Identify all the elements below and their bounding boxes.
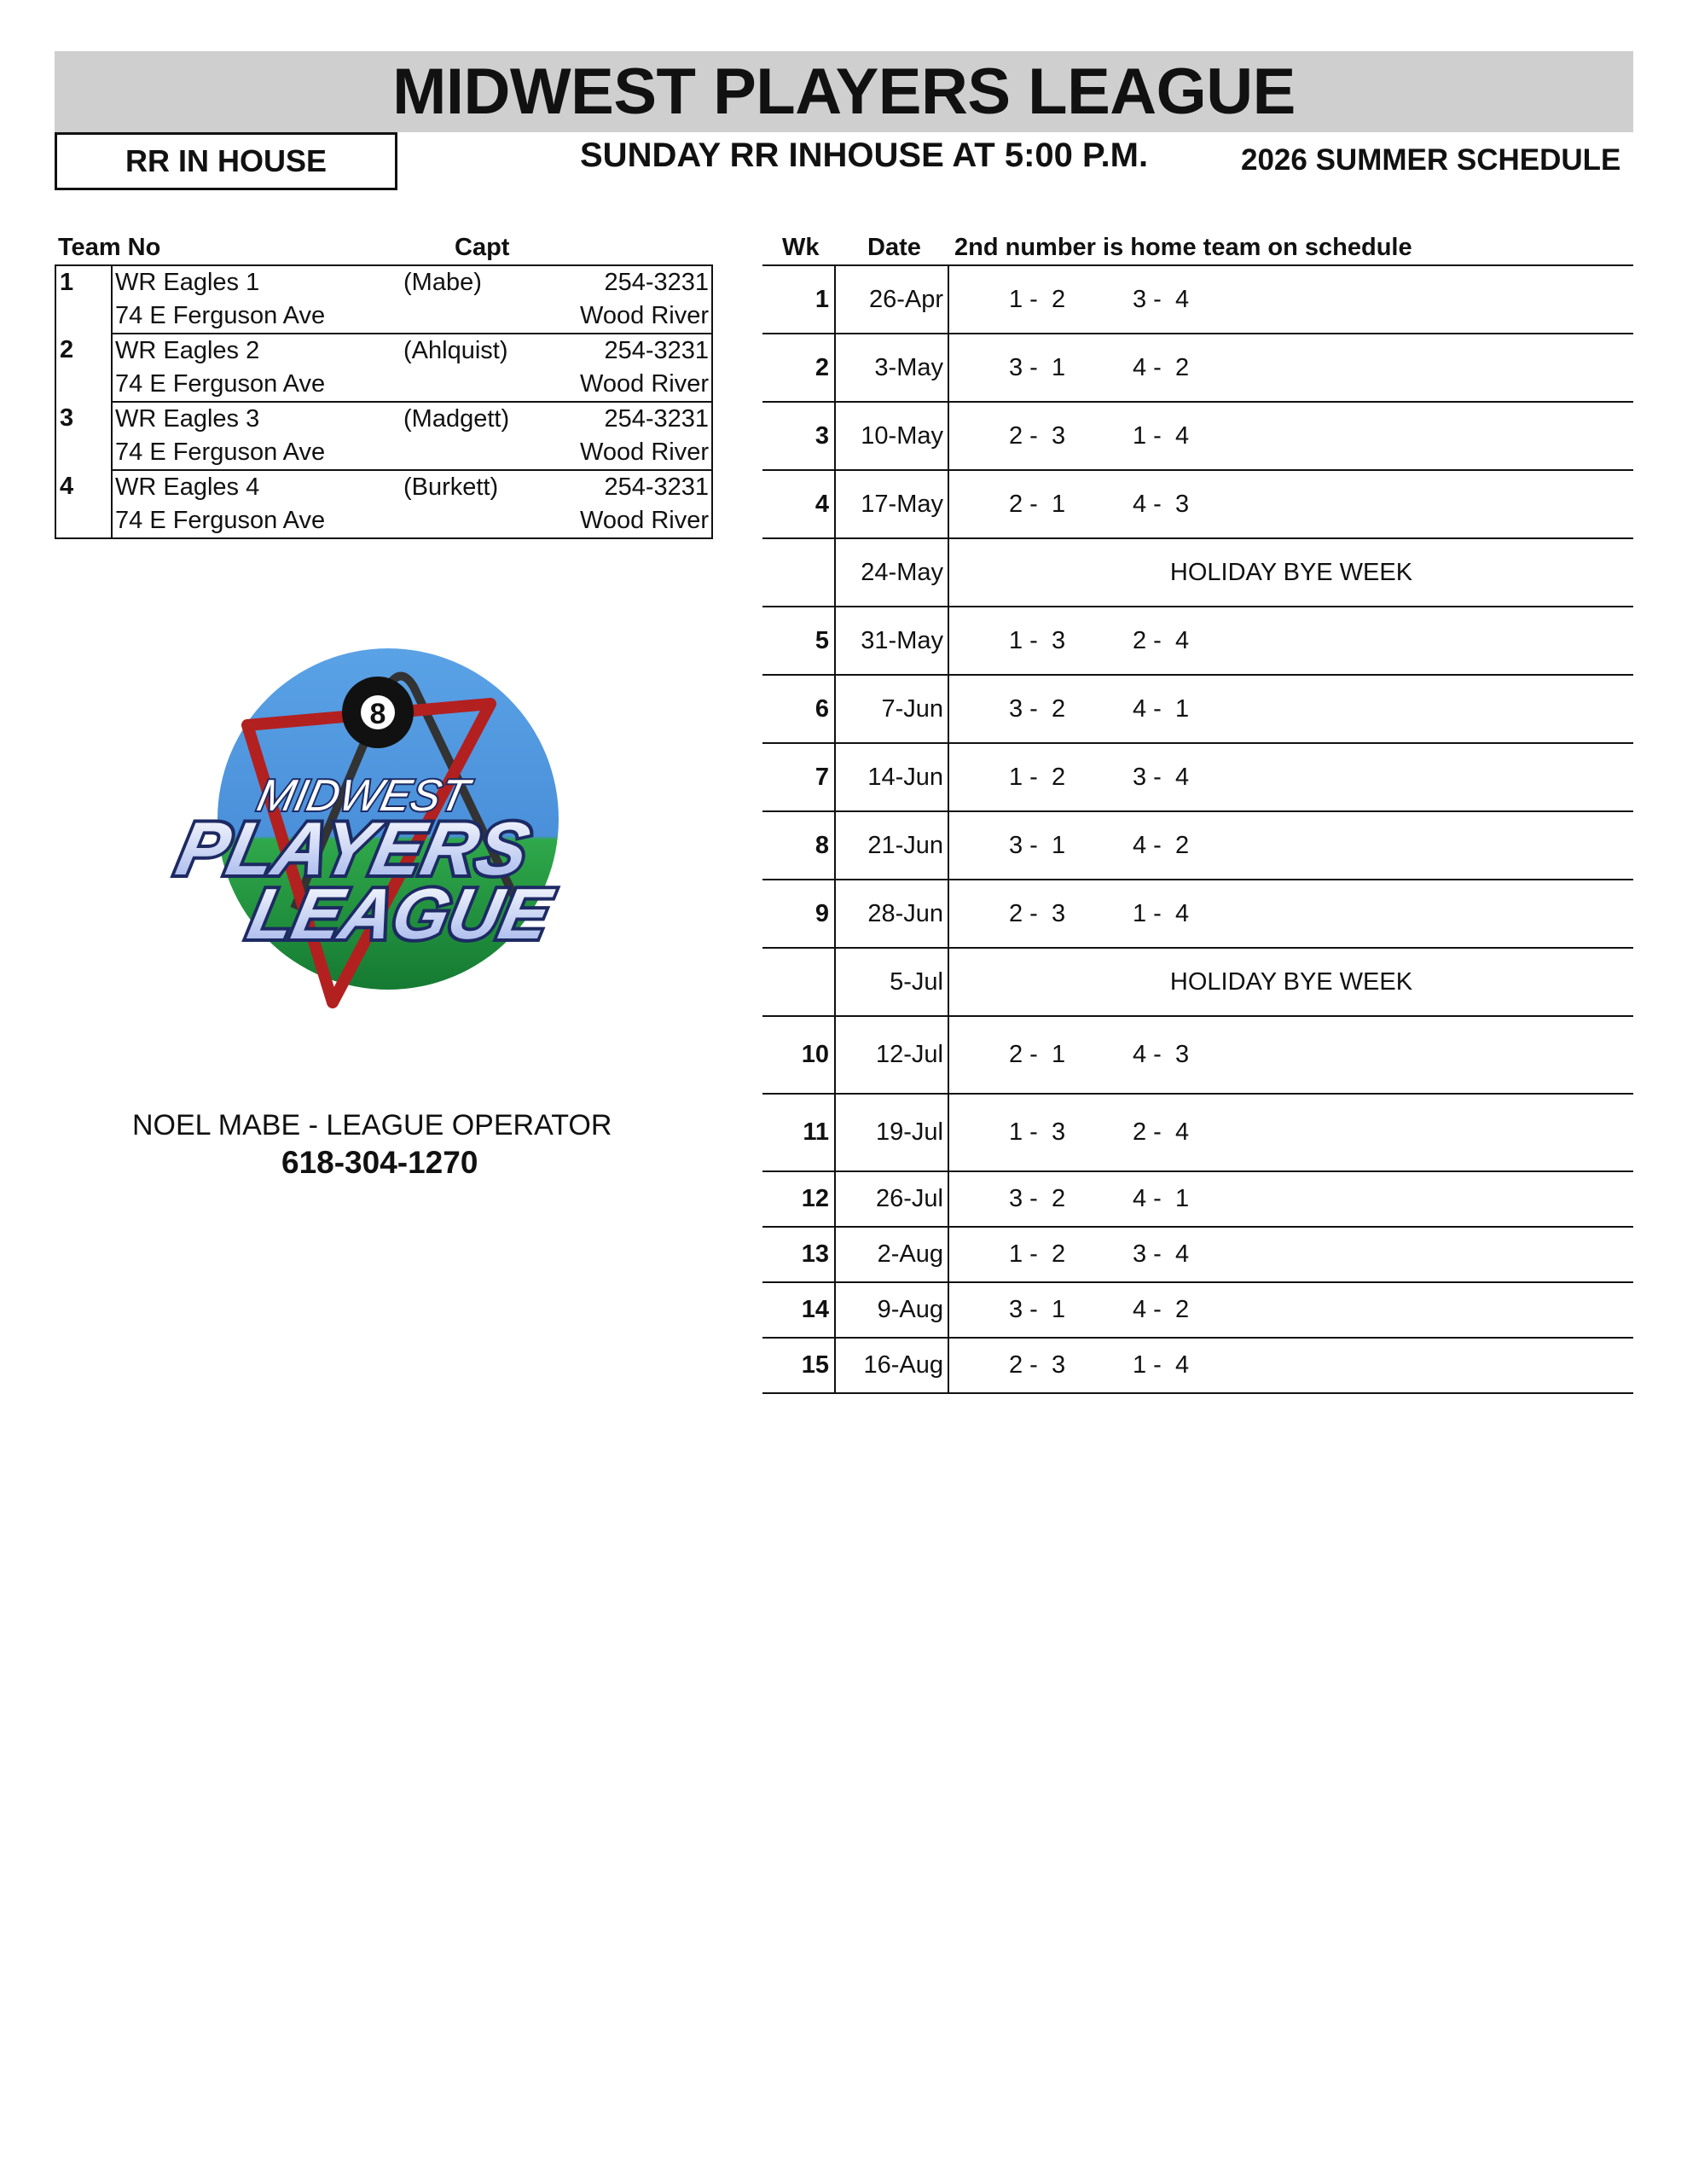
logo-line3: LEAGUE — [241, 873, 558, 954]
team-address: 74 E Ferguson Ave — [112, 299, 555, 334]
bye-week-label: HOLIDAY BYE WEEK — [948, 948, 1633, 1016]
schedule-row — [762, 675, 1633, 743]
matchup-1: 1 - 2 — [1009, 1240, 1066, 1268]
team-number: 2 — [55, 334, 112, 402]
match-date: 19-Jul — [835, 1094, 948, 1171]
match-date: 28-Jun — [835, 880, 948, 948]
match-date: 9-Aug — [835, 1282, 948, 1338]
matchup-1: 2 - 3 — [1009, 899, 1066, 927]
schedule-table — [762, 264, 1633, 1394]
matchup-2: 3 - 4 — [1133, 285, 1190, 313]
team-city: Wood River — [555, 504, 712, 538]
team-address: 74 E Ferguson Ave — [112, 504, 555, 538]
schedule-row — [762, 1171, 1633, 1227]
team-number: 3 — [55, 402, 112, 470]
week-number: 9 — [762, 880, 835, 948]
week-number: 15 — [762, 1338, 835, 1393]
week-number: 3 — [762, 402, 835, 470]
matchups — [948, 811, 1633, 880]
matchup-2: 4 - 2 — [1133, 831, 1190, 859]
bye-week-label: HOLIDAY BYE WEEK — [948, 538, 1633, 607]
matchups — [948, 402, 1633, 470]
operator-name: NOEL MABE - LEAGUE OPERATOR — [132, 1109, 612, 1141]
week-number: 12 — [762, 1171, 835, 1227]
team-address: 74 E Ferguson Ave — [112, 436, 555, 470]
matchup-1: 3 - 2 — [1009, 694, 1066, 723]
match-date: 26-Apr — [835, 265, 948, 334]
schedule-row — [762, 607, 1633, 675]
week-number: 4 — [762, 470, 835, 538]
match-date: 26-Jul — [835, 1171, 948, 1227]
team-phone: 254-3231 — [604, 337, 709, 364]
team-row — [55, 265, 712, 299]
matchups — [948, 743, 1633, 811]
week-number: 2 — [762, 334, 835, 402]
week-number: 5 — [762, 607, 835, 675]
match-date: 21-Jun — [835, 811, 948, 880]
matchup-1: 1 - 2 — [1009, 285, 1066, 313]
week-number: 8 — [762, 811, 835, 880]
matchup-2: 1 - 4 — [1133, 421, 1190, 450]
matchup-2: 3 - 4 — [1133, 1240, 1190, 1268]
team-city: Wood River — [555, 436, 712, 470]
team-city: Wood River — [555, 299, 712, 334]
matchups — [948, 880, 1633, 948]
team-number: 1 — [55, 265, 112, 334]
schedule-row — [762, 402, 1633, 470]
week-number — [762, 538, 835, 607]
team-city: Wood River — [555, 368, 712, 402]
teams-header-capt: Capt — [455, 234, 510, 261]
matchup-1: 3 - 1 — [1009, 831, 1066, 859]
match-date: 14-Jun — [835, 743, 948, 811]
matchup-2: 4 - 1 — [1133, 1185, 1190, 1212]
team-address-row — [55, 368, 712, 402]
season-label: 2026 SUMMER SCHEDULE — [1241, 143, 1621, 177]
matchup-1: 2 - 1 — [1009, 1041, 1066, 1068]
match-date: 10-May — [835, 402, 948, 470]
matchup-2: 4 - 3 — [1133, 490, 1190, 518]
team-address-row — [55, 436, 712, 470]
team-phone: 254-3231 — [604, 269, 709, 296]
match-date: 16-Aug — [835, 1338, 948, 1393]
match-date: 31-May — [835, 607, 948, 675]
matchup-2: 1 - 4 — [1133, 1351, 1190, 1379]
week-number — [762, 948, 835, 1016]
logo-ball-number: 8 — [369, 698, 386, 730]
schedule-row — [762, 1094, 1633, 1171]
team-number: 4 — [55, 470, 112, 538]
team-phone: 254-3231 — [604, 473, 709, 501]
matchups — [948, 265, 1633, 334]
matchups — [948, 607, 1633, 675]
matchups — [948, 1094, 1633, 1171]
team-name: WR Eagles 4 — [115, 473, 260, 501]
league-logo — [166, 627, 627, 1019]
matchup-1: 3 - 1 — [1009, 353, 1066, 381]
week-number: 10 — [762, 1016, 835, 1094]
team-captain: (Ahlquist) — [403, 337, 508, 364]
team-captain: (Madgett) — [403, 405, 510, 433]
matchup-2: 4 - 2 — [1133, 1296, 1190, 1323]
matchup-2: 4 - 1 — [1133, 694, 1190, 723]
team-row — [55, 402, 712, 436]
matchups — [948, 470, 1633, 538]
matchup-1: 1 - 2 — [1009, 763, 1066, 791]
team-phone: 254-3231 — [604, 405, 709, 433]
schedule-row — [762, 811, 1633, 880]
schedule-row — [762, 334, 1633, 402]
matchups — [948, 1338, 1633, 1393]
team-captain: (Burkett) — [403, 473, 499, 501]
schedule-row — [762, 743, 1633, 811]
teams-table — [55, 264, 713, 539]
matchups — [948, 1016, 1633, 1094]
schedule-row — [762, 470, 1633, 538]
teams-header-team-no: Team No — [58, 234, 161, 261]
team-row — [55, 334, 712, 368]
schedule-row — [762, 1016, 1633, 1094]
division-label: RR IN HOUSE — [55, 132, 397, 190]
schedule-row — [762, 265, 1633, 334]
team-address: 74 E Ferguson Ave — [112, 368, 555, 402]
match-date: 24-May — [835, 538, 948, 607]
page-title: MIDWEST PLAYERS LEAGUE — [55, 51, 1633, 132]
matchup-1: 3 - 1 — [1009, 1296, 1066, 1323]
matchup-2: 4 - 3 — [1133, 1041, 1190, 1068]
bye-week-row — [762, 948, 1633, 1016]
team-captain: (Mabe) — [403, 269, 482, 296]
week-number: 6 — [762, 675, 835, 743]
matchup-1: 1 - 3 — [1009, 626, 1066, 654]
matchup-2: 4 - 2 — [1133, 353, 1190, 381]
matchup-2: 2 - 4 — [1133, 1118, 1190, 1146]
match-date: 7-Jun — [835, 675, 948, 743]
matchup-2: 1 - 4 — [1133, 899, 1190, 927]
week-number: 11 — [762, 1094, 835, 1171]
matchups — [948, 1227, 1633, 1282]
schedule-header-note: 2nd number is home team on schedule — [954, 234, 1412, 261]
match-date: 3-May — [835, 334, 948, 402]
team-name: WR Eagles 2 — [115, 337, 260, 364]
team-address-row — [55, 504, 712, 538]
matchup-1: 2 - 3 — [1009, 421, 1066, 450]
matchup-2: 2 - 4 — [1133, 626, 1190, 654]
matchup-1: 1 - 3 — [1009, 1118, 1066, 1146]
team-name: WR Eagles 1 — [115, 269, 260, 296]
team-address-row — [55, 299, 712, 334]
operator-phone: 618-304-1270 — [281, 1145, 478, 1180]
schedule-row — [762, 880, 1633, 948]
week-number: 14 — [762, 1282, 835, 1338]
match-date: 12-Jul — [835, 1016, 948, 1094]
session-info: SUNDAY RR INHOUSE AT 5:00 P.M. — [580, 136, 1149, 174]
matchups — [948, 334, 1633, 402]
matchup-2: 3 - 4 — [1133, 763, 1190, 791]
team-row — [55, 470, 712, 504]
matchups — [948, 1282, 1633, 1338]
week-number: 7 — [762, 743, 835, 811]
logo-line2: PLAYERS — [170, 805, 537, 891]
bye-week-row — [762, 538, 1633, 607]
team-name: WR Eagles 3 — [115, 405, 260, 433]
matchup-1: 2 - 1 — [1009, 490, 1066, 518]
matchup-1: 3 - 2 — [1009, 1185, 1066, 1212]
match-date: 2-Aug — [835, 1227, 948, 1282]
logo-line1: MIDWEST — [252, 770, 473, 821]
schedule-header-wk: Wk — [782, 234, 820, 261]
schedule-row — [762, 1338, 1633, 1393]
matchups — [948, 1171, 1633, 1227]
schedule-row — [762, 1227, 1633, 1282]
matchups — [948, 675, 1633, 743]
match-date: 17-May — [835, 470, 948, 538]
matchup-1: 2 - 3 — [1009, 1351, 1066, 1379]
schedule-row — [762, 1282, 1633, 1338]
match-date: 5-Jul — [835, 948, 948, 1016]
week-number: 1 — [762, 265, 835, 334]
week-number: 13 — [762, 1227, 835, 1282]
schedule-header-date: Date — [867, 234, 921, 261]
